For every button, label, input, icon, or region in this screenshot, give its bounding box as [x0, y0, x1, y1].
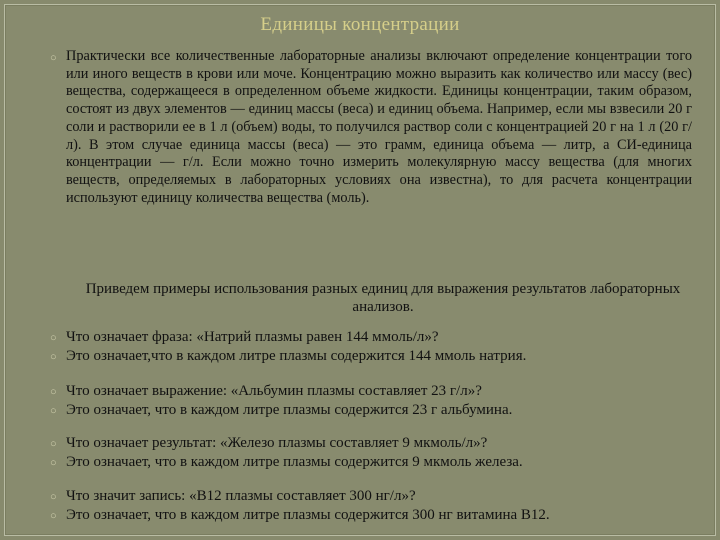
bullet-icon: ○: [50, 457, 57, 469]
bullet-icon: ○: [50, 510, 57, 522]
bullet-icon: ○: [50, 438, 57, 450]
examples-heading: Приведем примеры использования разных единиц для выражения результатов лабораторных анализов.: [85, 281, 681, 315]
slide-title: Единицы концентрации: [260, 14, 460, 35]
qa-question: Что означает результат: «Железо плазмы составляет 9 мкмоль/л»?: [66, 435, 488, 451]
bullet-icon: ○: [50, 405, 57, 417]
intro-paragraph: Практически все количественные лабораторные анализы включают определение концентрации того или иного веществ в крови или моче. Концентрацию можно выразить как количество или массу (вес) вещества, содержащееся в определенном объеме жидкости. Единицы концентрации, таким образом, состоят из двух элементов — единиц массы (веса) и единиц объема. Например, если мы взвесили 20 г соли и растворили ее в 1 л (объем) воды, то получился раствор соли с концентрацией 20 г на 1 л (20 г/л). В этом случае единица массы (веса) — это грамм, единица объема — литр, а СИ-единица концентрации — г/л. Если можно точно измерить молекулярную массу вещества (для многих веществ, определяемых в лабораторных условиях она известна), то для расчета концентрации используют единицу количества вещества (моль).: [66, 48, 692, 206]
qa-block-1: [66, 328, 706, 366]
qa-block-2: [66, 382, 706, 420]
qa-question: Что означает выражение: «Альбумин плазмы составляет 23 г/л»?: [66, 383, 482, 399]
qa-answer: Это означает, что в каждом литре плазмы содержится 9 мкмоль железа.: [66, 454, 523, 470]
qa-block-3: [66, 434, 706, 472]
qa-answer: Это означает, что в каждом литре плазмы содержится 23 г альбумина.: [66, 402, 513, 418]
bullet-icon: ○: [50, 52, 57, 64]
bullet-icon: ○: [50, 351, 57, 363]
bullet-icon: ○: [50, 332, 57, 344]
qa-block-4: [66, 487, 706, 525]
bullet-icon: ○: [50, 386, 57, 398]
bullet-icon: ○: [50, 491, 57, 503]
qa-answer: Это означает,что в каждом литре плазмы содержится 144 ммоль натрия.: [66, 348, 527, 364]
qa-question: Что значит запись: «В12 плазмы составляет 300 нг/л»?: [66, 488, 416, 504]
qa-answer: Это означает, что в каждом литре плазмы содержится 300 нг витамина В12.: [66, 507, 550, 523]
qa-question: Что означает фраза: «Натрий плазмы равен 144 ммоль/л»?: [66, 329, 439, 345]
